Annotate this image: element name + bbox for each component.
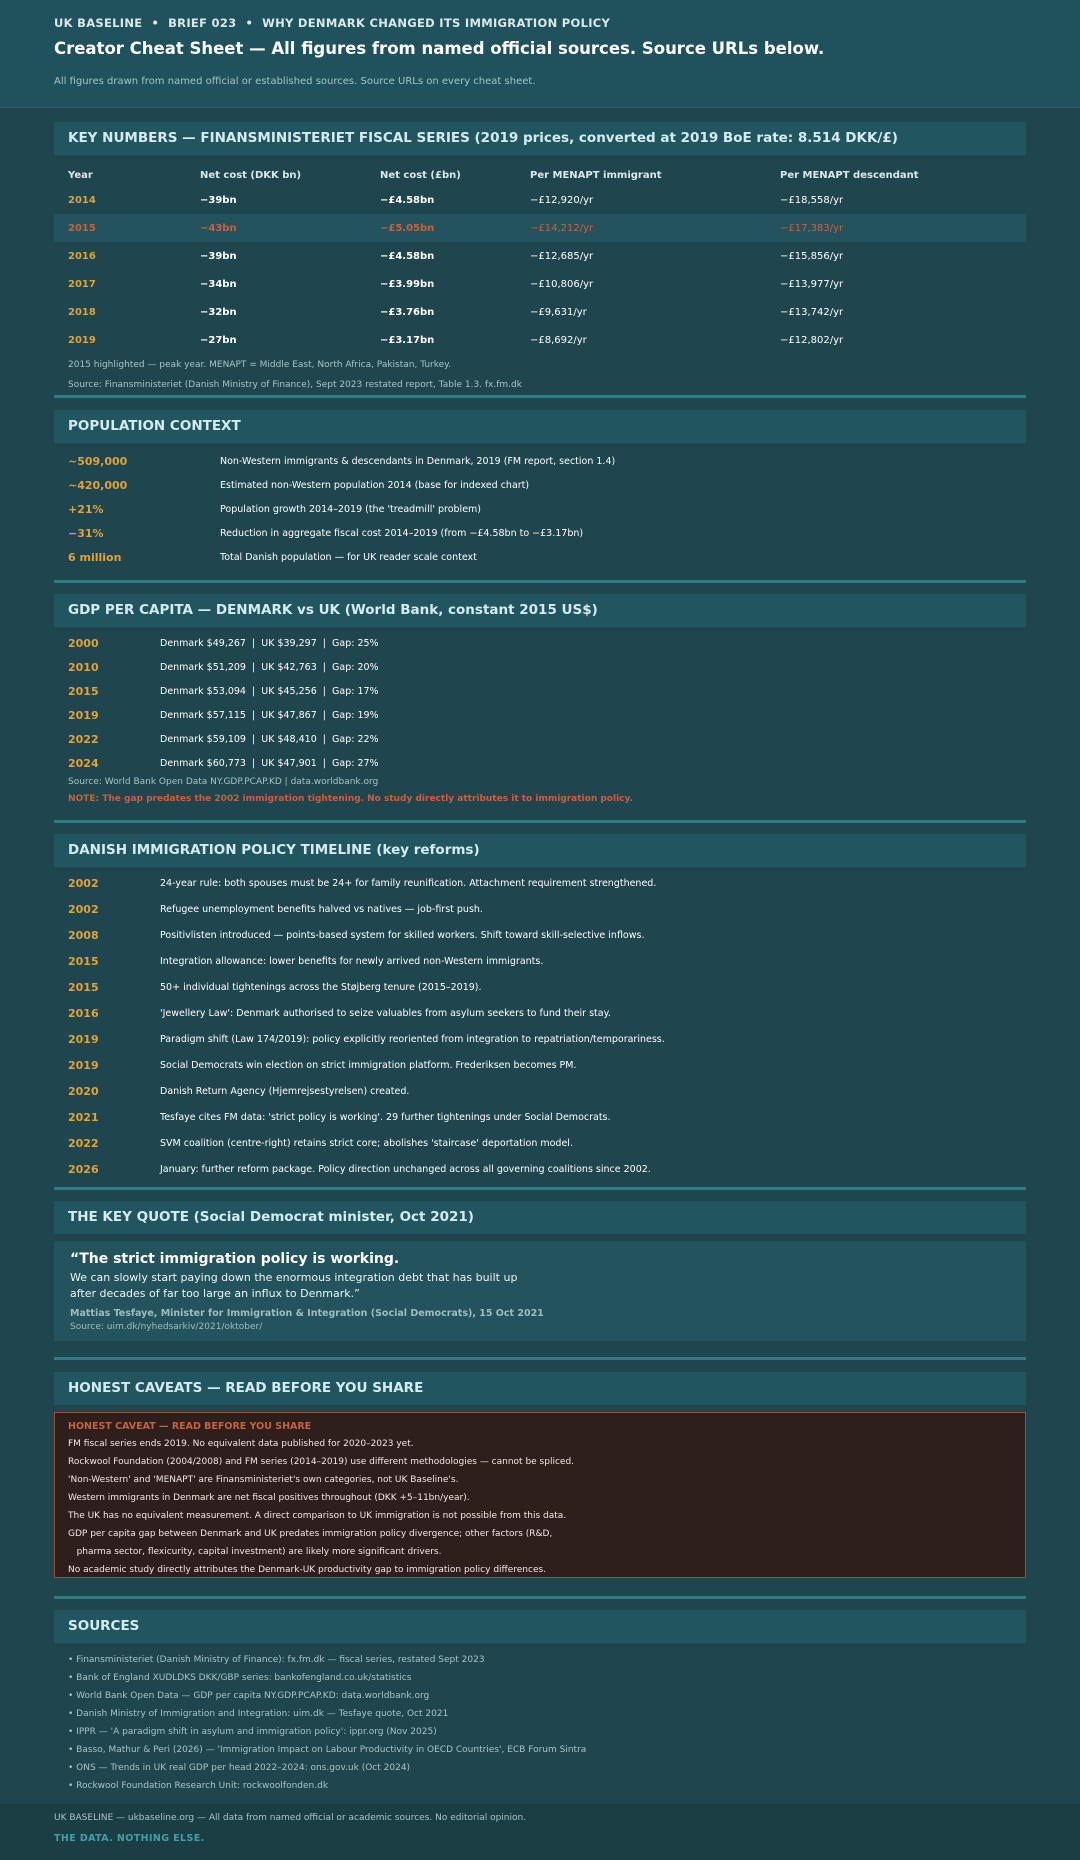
caveat-line: Rockwool Foundation (2004/2008) and FM series (2014–2019) use different methodologies — cannot be spliced. (68, 1457, 575, 1467)
caveats-heading: HONEST CAVEATS — READ BEFORE YOU SHARE (54, 1372, 1026, 1405)
timeline-section (54, 834, 1026, 1182)
section-divider (54, 1187, 1026, 1190)
table-cell: −£3.17bn (380, 334, 435, 346)
key-numbers-section (54, 122, 1026, 390)
timeline-event: Integration allowance: lower benefits for newly arrived non-Western immigrants. (160, 955, 544, 967)
quote-body: We can slowly start paying down the enormous integration debt that has built up after decades of far too large an influx to Denmark.” (70, 1271, 518, 1300)
source-item: • Danish Ministry of Immigration and Integration: uim.dk — Tesfaye quote, Oct 2021 (68, 1709, 449, 1719)
quote-box (54, 1241, 1026, 1341)
list-item (54, 703, 1026, 727)
population-heading: POPULATION CONTEXT (54, 410, 1026, 443)
timeline-event: Danish Return Agency (Hjemrejsestyrelsen) created. (160, 1085, 410, 1097)
col-header: Per MENAPT immigrant (530, 169, 662, 181)
source-item: • IPPR — 'A paradigm shift in asylum and immigration policy': ippr.org (Nov 2025) (68, 1727, 437, 1737)
timeline-list (54, 870, 1026, 1182)
table-cell: 2019 (68, 334, 96, 346)
caveat-line: FM fiscal series ends 2019. No equivalent data published for 2020–2023 yet. (68, 1439, 414, 1449)
source-item: • ONS — Trends in UK real GDP per head 2022–2024: ons.gov.uk (Oct 2024) (68, 1763, 411, 1773)
timeline-event: Paradigm shift (Law 174/2019): policy explicitly reoriented from integration to repatriation/temporariness. (160, 1033, 665, 1045)
timeline-year: 2021 (68, 1110, 99, 1124)
timeline-item (54, 1052, 1026, 1078)
population-description: Population growth 2014–2019 (the 'treadmill' problem) (220, 503, 481, 515)
timeline-item (54, 1078, 1026, 1104)
timeline-year: 2002 (68, 876, 99, 890)
timeline-event: Tesfaye cites FM data: 'strict policy is working'. 29 further tightenings under Social Democrats. (160, 1111, 611, 1123)
table-cell: −34bn (200, 278, 237, 290)
timeline-year: 2015 (68, 954, 99, 968)
footer-text: UK BASELINE — ukbaseline.org — All data from named official or academic sources. No editorial opinion. (54, 1813, 527, 1823)
footer-tagline: THE DATA. NOTHING ELSE. (54, 1833, 205, 1844)
list-item (54, 473, 1026, 497)
table-cell: −39bn (200, 194, 237, 206)
brief-line: UK BASELINE • BRIEF 023 • WHY DENMARK CHANGED ITS IMMIGRATION POLICY (54, 16, 611, 30)
list-item (54, 449, 1026, 473)
gdp-values: Denmark $59,109 | UK $48,410 | Gap: 22% (160, 733, 379, 745)
population-value: +21% (68, 502, 104, 516)
source-item: • World Bank Open Data — GDP per capita NY.GDP.PCAP.KD: data.worldbank.org (68, 1691, 430, 1701)
table-cell: −43bn (200, 222, 237, 234)
gdp-year: 2015 (68, 684, 99, 698)
table-cell: −£17,383/yr (780, 222, 844, 234)
page-title: Creator Cheat Sheet — All figures from named official sources. Source URLs below. (54, 39, 825, 58)
timeline-year: 2015 (68, 980, 99, 994)
timeline-year: 2019 (68, 1032, 99, 1046)
caveat-line: pharma sector, flexicurity, capital investment) are likely more significant drivers. (68, 1547, 442, 1557)
timeline-year: 2026 (68, 1162, 99, 1176)
table-cell: −£12,920/yr (530, 194, 594, 206)
quote-heading: THE KEY QUOTE (Social Democrat minister, Oct 2021) (54, 1201, 1026, 1234)
population-section (54, 410, 1026, 569)
table-row (54, 326, 1026, 354)
list-item (54, 727, 1026, 751)
table-row (54, 270, 1026, 298)
timeline-year: 2016 (68, 1006, 99, 1020)
page-footer (0, 1804, 1080, 1860)
table-row (54, 214, 1026, 242)
timeline-event: SVM coalition (centre-right) retains strict core; abolishes 'staircase' deportation model. (160, 1137, 573, 1149)
table-cell: −£18,558/yr (780, 194, 844, 206)
source-item: • Bank of England XUDLDKS DKK/GBP series: bankofengland.co.uk/statistics (68, 1673, 412, 1683)
table-cell: −£12,802/yr (780, 334, 844, 346)
timeline-year: 2008 (68, 928, 99, 942)
source-item: • Rockwool Foundation Research Unit: rockwoolfonden.dk (68, 1781, 329, 1791)
population-description: Total Danish population — for UK reader scale context (220, 551, 477, 563)
table-cell: −£3.76bn (380, 306, 435, 318)
list-item (54, 521, 1026, 545)
table-row (54, 186, 1026, 214)
quote-source: Source: uim.dk/nyhedsarkiv/2021/oktober/ (70, 1322, 263, 1332)
table-note: 2015 highlighted — peak year. MENAPT = Middle East, North Africa, Pakistan, Turkey. (68, 360, 452, 370)
quote-section (54, 1201, 1026, 1341)
population-description: Non-Western immigrants & descendants in Denmark, 2019 (FM report, section 1.4) (220, 455, 616, 467)
timeline-event: Refugee unemployment benefits halved vs natives — job-first push. (160, 903, 483, 915)
quote-attribution: Mattias Tesfaye, Minister for Immigration & Integration (Social Democrats), 15 Oct 2021 (70, 1308, 544, 1319)
caveat-box (54, 1412, 1026, 1578)
table-cell: −£12,685/yr (530, 250, 594, 262)
caveat-line: The UK has no equivalent measurement. A direct comparison to UK immigration is not possible from this data. (68, 1511, 567, 1521)
table-cell: −£8,692/yr (530, 334, 587, 346)
gdp-list (54, 631, 1026, 775)
gdp-source: Source: World Bank Open Data NY.GDP.PCAP.KD | data.worldbank.org (68, 777, 379, 787)
key-numbers-heading: KEY NUMBERS — FINANSMINISTERIET FISCAL SERIES (2019 prices, converted at 2019 BoE rate: 8.514 DKK/£) (54, 122, 1026, 155)
gdp-year: 2000 (68, 636, 99, 650)
table-cell: 2015 (68, 222, 96, 234)
timeline-event: Positivlisten introduced — points-based system for skilled workers. Shift toward skill-selective inflows. (160, 929, 645, 941)
gdp-values: Denmark $49,267 | UK $39,297 | Gap: 25% (160, 637, 379, 649)
table-cell: −£13,977/yr (780, 278, 844, 290)
timeline-item (54, 1026, 1026, 1052)
timeline-year: 2022 (68, 1136, 99, 1150)
timeline-heading: DANISH IMMIGRATION POLICY TIMELINE (key reforms) (54, 834, 1026, 867)
table-cell: −39bn (200, 250, 237, 262)
table-cell: −32bn (200, 306, 237, 318)
brand-label: UK BASELINE (54, 16, 143, 30)
table-cell: −£3.99bn (380, 278, 435, 290)
gdp-values: Denmark $57,115 | UK $47,867 | Gap: 19% (160, 709, 379, 721)
section-divider (54, 1596, 1026, 1599)
timeline-item (54, 870, 1026, 896)
section-divider (54, 820, 1026, 823)
table-cell: −£5.05bn (380, 222, 435, 234)
section-divider (54, 580, 1026, 583)
caveats-section (54, 1372, 1026, 1578)
population-description: Estimated non-Western population 2014 (base for indexed chart) (220, 479, 530, 491)
population-list (54, 449, 1026, 569)
timeline-item (54, 1104, 1026, 1130)
page-subtitle: All figures drawn from named official or established sources. Source URLs on every cheat sheet. (54, 76, 536, 87)
caveat-line: GDP per capita gap between Denmark and UK predates immigration policy divergence; other factors (R&D, (68, 1529, 553, 1539)
table-cell: −£15,856/yr (780, 250, 844, 262)
table-header-row (54, 164, 1026, 186)
list-item (54, 545, 1026, 569)
gdp-heading: GDP PER CAPITA — DENMARK vs UK (World Bank, constant 2015 US$) (54, 594, 1026, 627)
gdp-year: 2022 (68, 732, 99, 746)
col-header: Year (68, 169, 93, 181)
timeline-event: 'Jewellery Law': Denmark authorised to seize valuables from asylum seekers to fund their stay. (160, 1007, 611, 1019)
timeline-year: 2002 (68, 902, 99, 916)
gdp-section (54, 594, 1026, 804)
table-cell: −£4.58bn (380, 250, 435, 262)
gdp-values: Denmark $60,773 | UK $47,901 | Gap: 27% (160, 757, 379, 769)
gdp-values: Denmark $53,094 | UK $45,256 | Gap: 17% (160, 685, 379, 697)
list-item (54, 497, 1026, 521)
quote-headline: “The strict immigration policy is working. (70, 1251, 400, 1267)
timeline-item (54, 1156, 1026, 1182)
gdp-warning-note: NOTE: The gap predates the 2002 immigration tightening. No study directly attributes it to immigration policy. (68, 794, 633, 804)
table-cell: 2017 (68, 278, 96, 290)
list-item (54, 631, 1026, 655)
gdp-year: 2019 (68, 708, 99, 722)
table-cell: −£4.58bn (380, 194, 435, 206)
timeline-year: 2020 (68, 1084, 99, 1098)
list-item (54, 679, 1026, 703)
timeline-event: 24-year rule: both spouses must be 24+ for family reunification. Attachment requirement strengthened. (160, 877, 657, 889)
table-cell: −£13,742/yr (780, 306, 844, 318)
table-cell: 2018 (68, 306, 96, 318)
fiscal-table (54, 164, 1026, 354)
table-cell: −£10,806/yr (530, 278, 594, 290)
brief-topic: WHY DENMARK CHANGED ITS IMMIGRATION POLICY (262, 16, 611, 30)
population-value: −31% (68, 526, 104, 540)
timeline-item (54, 948, 1026, 974)
timeline-event: January: further reform package. Policy direction unchanged across all governing coalitions since 2002. (160, 1163, 651, 1175)
table-cell: 2016 (68, 250, 96, 262)
population-value: ~420,000 (68, 478, 128, 492)
table-row (54, 298, 1026, 326)
timeline-item (54, 896, 1026, 922)
table-cell: 2014 (68, 194, 96, 206)
source-item: • Finansministeriet (Danish Ministry of Finance): fx.fm.dk — fiscal series, restated Sept 2023 (68, 1655, 485, 1665)
timeline-year: 2019 (68, 1058, 99, 1072)
sources-list (54, 1651, 1026, 1795)
source-item: • Basso, Mathur & Peri (2026) — 'Immigration Impact on Labour Productivity in OECD Countries', ECB Forum Sintra (68, 1745, 587, 1755)
table-cell: −£14,212/yr (530, 222, 594, 234)
population-value: ~509,000 (68, 454, 128, 468)
col-header: Net cost (DKK bn) (200, 169, 302, 181)
caveat-box-title: HONEST CAVEAT — READ BEFORE YOU SHARE (68, 1421, 312, 1432)
population-value: 6 million (68, 550, 122, 564)
page-header (0, 0, 1080, 108)
brief-number: BRIEF 023 (168, 16, 237, 30)
col-header: Net cost (£bn) (380, 169, 461, 181)
gdp-year: 2010 (68, 660, 99, 674)
population-description: Reduction in aggregate fiscal cost 2014–2019 (from −£4.58bn to −£3.17bn) (220, 527, 584, 539)
caveat-list (68, 1435, 1012, 1579)
timeline-event: 50+ individual tightenings across the Støjberg tenure (2015–2019). (160, 981, 482, 993)
timeline-item (54, 922, 1026, 948)
sources-section (54, 1610, 1026, 1795)
section-divider (54, 395, 1026, 398)
table-row (54, 242, 1026, 270)
table-source: Source: Finansministeriet (Danish Ministry of Finance), Sept 2023 restated report, Table 1.3. fx.fm.dk (68, 380, 522, 390)
list-item (54, 655, 1026, 679)
list-item (54, 751, 1026, 775)
caveat-line: No academic study directly attributes the Denmark-UK productivity gap to immigration policy differences. (68, 1565, 547, 1575)
gdp-year: 2024 (68, 756, 99, 770)
section-divider (54, 1357, 1026, 1360)
gdp-values: Denmark $51,209 | UK $42,763 | Gap: 20% (160, 661, 379, 673)
table-cell: −27bn (200, 334, 237, 346)
caveat-line: Western immigrants in Denmark are net fiscal positives throughout (DKK +5–11bn/year). (68, 1493, 470, 1503)
timeline-event: Social Democrats win election on strict immigration platform. Frederiksen becomes PM. (160, 1059, 577, 1071)
timeline-item (54, 974, 1026, 1000)
timeline-item (54, 1000, 1026, 1026)
caveat-line: 'Non-Western' and 'MENAPT' are Finansministeriet's own categories, not UK Baseline's. (68, 1475, 459, 1485)
col-header: Per MENAPT descendant (780, 169, 919, 181)
table-cell: −£9,631/yr (530, 306, 587, 318)
timeline-item (54, 1130, 1026, 1156)
sources-heading: SOURCES (54, 1610, 1026, 1643)
